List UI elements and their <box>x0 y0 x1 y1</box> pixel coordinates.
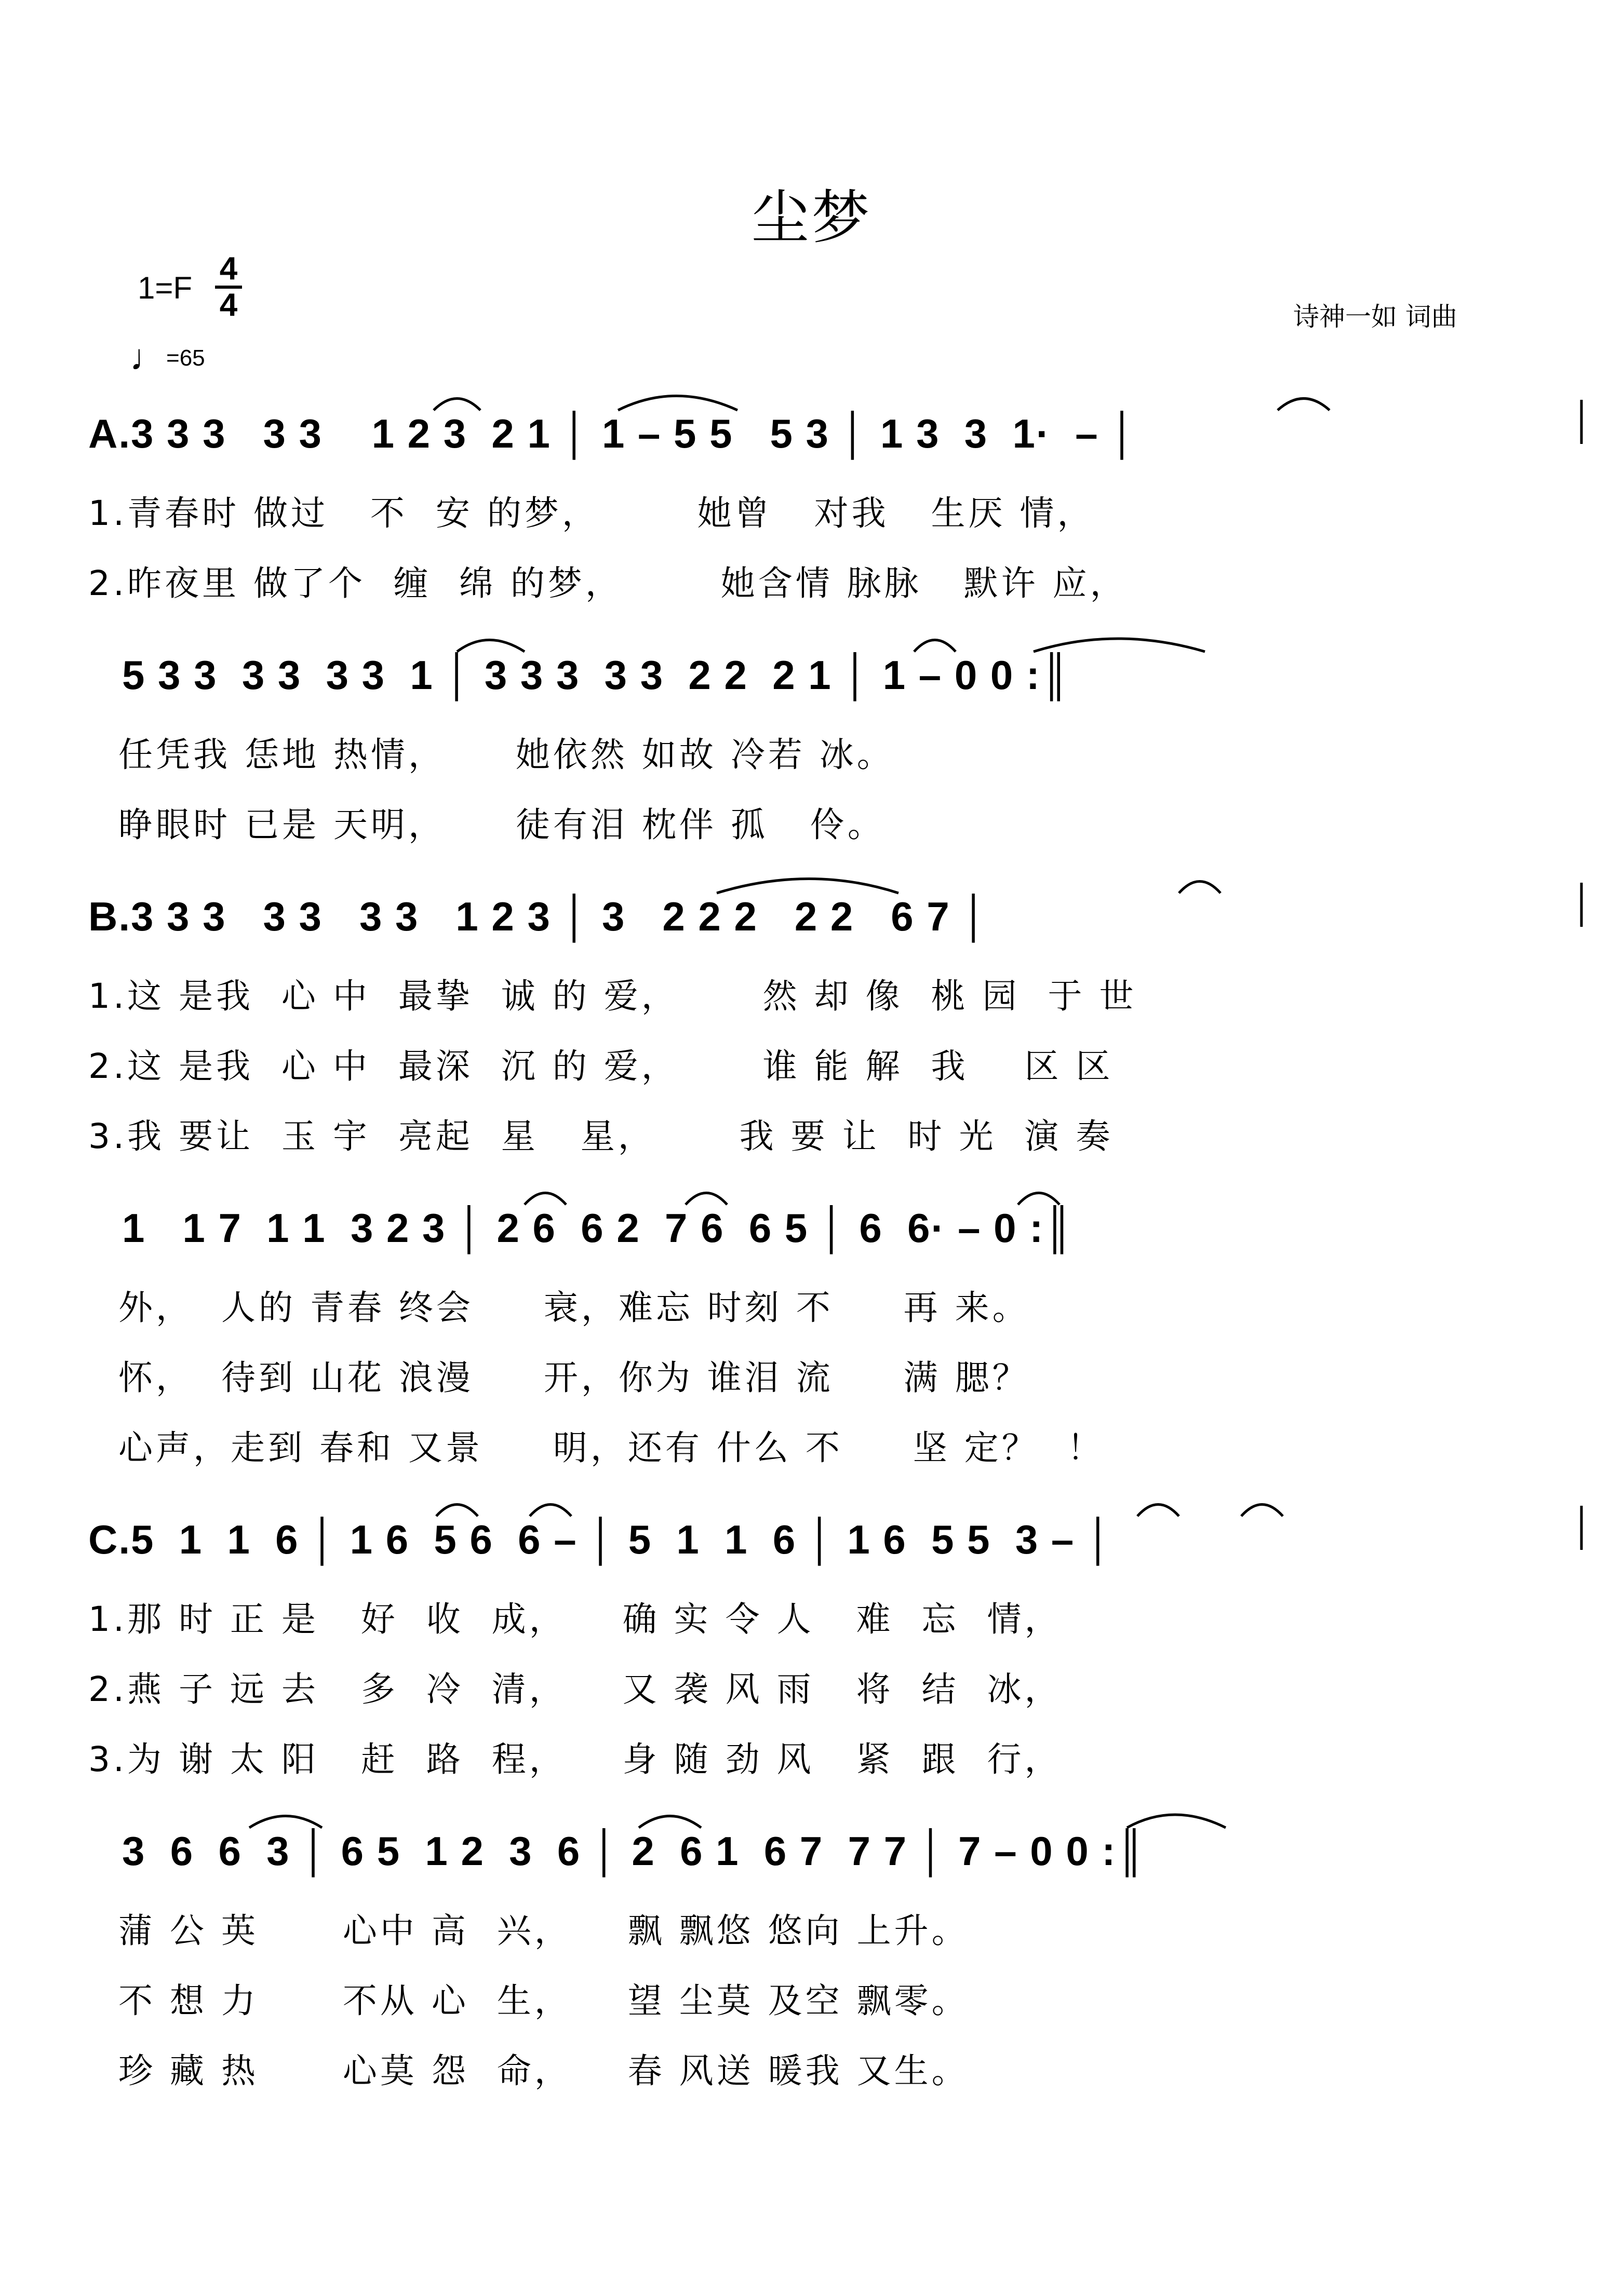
lyric-line: 怀， 待到 山花 浪漫 开，你为 谁泪 流 满 腮？ <box>118 1358 1030 1398</box>
tempo-value: =65 <box>166 345 205 371</box>
lyric-line: 3.我 要让 玉 宇 亮起 星 星， 我 要 让 时 光 演 奏 <box>88 1116 1114 1156</box>
slur <box>717 879 898 894</box>
lyric-line: 蒲 公 英 心中 高 兴， 飘 飘悠 悠向 上升。 <box>118 1911 969 1951</box>
lyric-line: 1.那 时 正 是 好 收 成， 确 实 令 人 难 忘 情， <box>88 1599 1062 1639</box>
slur <box>1179 882 1220 894</box>
slur <box>1018 1193 1059 1205</box>
slur <box>686 1193 727 1205</box>
slur <box>1241 1505 1283 1517</box>
notation-line: 5 3 3 3 3 3 3 1 │ 3 3 3 3 3 2 2 2 1 │ 1 – 0 0 :║ <box>122 652 1071 698</box>
lyric-line: 任凭我 恁地 热情， 她依然 如故 冷若 冰。 <box>118 735 894 775</box>
slur <box>530 1505 571 1517</box>
slur <box>1137 1505 1179 1517</box>
notation-line: 3 6 6 3 │ 6 5 1 2 3 6 │ 2 6 1 6 7 7 7 │ 7 – 0 0 :║ <box>122 1828 1146 1874</box>
slur <box>914 640 956 652</box>
lyric-line: 2.这 是我 心 中 最深 沉 的 爱， 谁 能 解 我 区 区 <box>88 1046 1114 1086</box>
quarter-note-icon: ♩ <box>130 337 166 377</box>
slur <box>1127 1815 1226 1828</box>
slur <box>525 1193 566 1205</box>
slur <box>436 1505 478 1517</box>
notation-line: C.5 1 1 6 │ 1 6 5 6 6 – │ 5 1 1 6 │ 1 6 5 5 3 – │ <box>88 1517 1114 1562</box>
lyric-line: 不 想 力 不从 心 生， 望 尘莫 及空 飘零。 <box>118 1981 969 2021</box>
lyric-line: 睁眼时 已是 天明， 徒有泪 枕伴 孤 伶。 <box>118 805 885 845</box>
slur <box>457 640 525 652</box>
notation-line: 1 1 7 1 1 3 2 3 │ 2 6 6 2 7 6 6 5 │ 6 6· – 0 :║ <box>122 1205 1074 1251</box>
slur <box>1278 399 1330 411</box>
notation-line: B.3 3 3 3 3 3 3 1 2 3 │ 3 2 2 2 2 2 6 7 │ <box>88 894 989 939</box>
slur <box>249 1816 322 1828</box>
slur <box>1034 639 1205 652</box>
slur <box>434 399 480 411</box>
notation-line: A.3 3 3 3 3 1 2 3 2 1 │ 1 – 5 5 5 3 │ 1 3 3 1· – │ <box>88 411 1138 456</box>
page-title: 尘梦 <box>751 184 872 252</box>
lyric-line: 2.昨夜里 做了个 缠 绵 的梦， 她含情 脉脉 默许 应， <box>88 563 1128 603</box>
credits: 诗神一如 词曲 <box>1293 302 1457 332</box>
slur <box>618 396 737 411</box>
lyric-line: 外， 人的 青春 终会 衰，难忘 时刻 不 再 来。 <box>118 1288 1030 1328</box>
lyric-line: 2.燕 子 远 去 多 冷 清， 又 袭 风 雨 将 结 冰， <box>88 1669 1062 1709</box>
lyric-line: 1.这 是我 心 中 最挚 诚 的 爱， 然 却 像 桃 园 于 世 <box>88 976 1137 1016</box>
lyric-line: 心声，走到 春和 又景 明，还有 什么 不 坚 定？ ！ <box>118 1428 1105 1468</box>
time-signature-top: 4 <box>219 251 238 287</box>
key-signature: 1=F <box>138 271 193 305</box>
slur <box>639 1816 701 1828</box>
lyric-line: 3.为 谢 太 阳 赶 路 程， 身 随 劲 风 紧 跟 行， <box>88 1739 1062 1779</box>
time-signature-bottom: 4 <box>219 287 238 323</box>
lyric-line: 珍 藏 热 心莫 怨 命， 春 风送 暖我 又生。 <box>118 2051 969 2091</box>
lyric-line: 1.青春时 做过 不 安 的梦， 她曾 对我 生厌 情， <box>88 493 1095 533</box>
